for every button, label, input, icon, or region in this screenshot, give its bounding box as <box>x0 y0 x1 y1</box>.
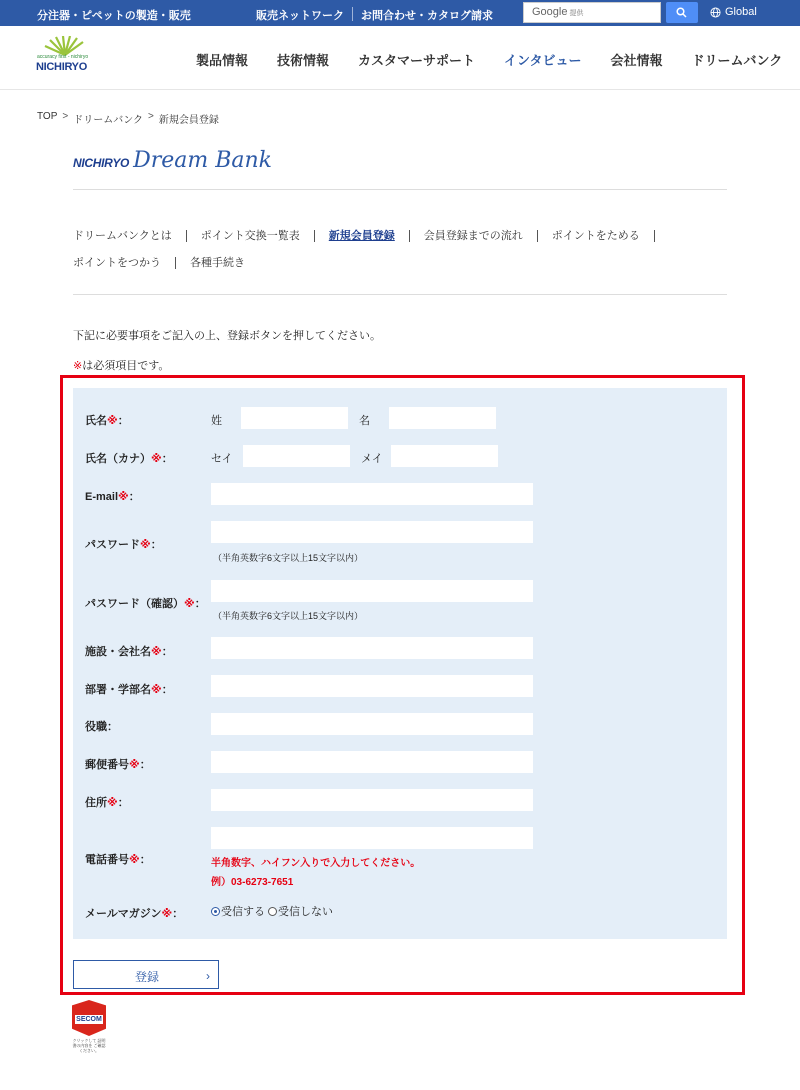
required-note: ※は必須項目です。 <box>73 360 170 372</box>
nav-technical[interactable]: 技術情報 <box>277 53 330 68</box>
chevron-right-icon: › <box>206 969 210 983</box>
tagline: 分注器・ピペットの製造・販売 <box>37 10 191 22</box>
radio-unsubscribe[interactable] <box>268 907 277 916</box>
breadcrumb <box>37 111 219 126</box>
job-title-field[interactable] <box>211 713 533 735</box>
divider <box>73 294 727 295</box>
radio-subscribe-label[interactable]: 受信する <box>221 906 265 918</box>
company-label: 施設・会社名※： <box>85 646 173 658</box>
intro-text: 下記に必要事項をご記入の上、登録ボタンを押してください。 <box>73 330 381 342</box>
google-logo: Google 提供 <box>532 6 584 18</box>
mei-input[interactable] <box>389 407 496 429</box>
nav-interview[interactable]: インタビュー <box>504 53 582 68</box>
kana-label: 氏名（カナ）※： <box>85 453 173 465</box>
nav-dreambank[interactable]: ドリームバンク <box>691 53 783 68</box>
phone-example: 例）03-6273-7651 <box>211 877 294 888</box>
search-button[interactable] <box>666 2 698 23</box>
company-field[interactable] <box>211 637 533 659</box>
link-contact-catalog[interactable]: お問合わせ・カタログ請求 <box>361 10 493 22</box>
link-sales-network[interactable]: 販売ネットワーク <box>256 10 344 22</box>
subnav-earn-points[interactable]: ポイントをためる <box>538 230 655 242</box>
subnav-about[interactable]: ドリームバンクとは <box>73 230 187 242</box>
sei-label: 姓 <box>211 415 222 427</box>
sei-kana-input[interactable] <box>243 445 350 467</box>
search-icon <box>676 7 687 18</box>
magazine-label: メールマガジン※： <box>85 908 184 920</box>
subnav-flow[interactable]: 会員登録までの流れ <box>410 230 538 242</box>
breadcrumb-sep: > <box>62 111 69 122</box>
mei-label: 名 <box>359 415 370 427</box>
globe-icon <box>710 7 721 18</box>
secom-seal[interactable] <box>72 1000 106 1052</box>
title-script: Dream Bank <box>133 148 272 173</box>
logo-tagline: accuracy first - nichiryo <box>37 54 89 60</box>
password-label: パスワード※： <box>85 539 162 551</box>
phone-label: 電話番号※： <box>85 854 151 866</box>
logo-text: NICHIRYO <box>36 61 87 73</box>
zip-label: 郵便番号※： <box>85 759 151 771</box>
address-field[interactable] <box>211 789 533 811</box>
global-link[interactable] <box>710 6 757 18</box>
register-button-label: 登録 <box>135 970 160 984</box>
department-label: 部署・学部名※： <box>85 684 173 696</box>
mei-kana-label: メイ <box>361 453 383 465</box>
title-brand: NICHIRYO <box>73 156 130 170</box>
page-title <box>73 148 272 173</box>
address-label: 住所※： <box>85 797 129 809</box>
breadcrumb-top[interactable]: TOP <box>37 111 58 122</box>
mei-kana-input[interactable] <box>391 445 498 467</box>
nav-products[interactable]: 製品情報 <box>196 53 249 68</box>
magazine-radio-group <box>211 903 333 919</box>
sub-nav <box>73 222 727 276</box>
header <box>0 26 800 90</box>
zip-field[interactable] <box>211 751 533 773</box>
top-links <box>256 7 501 23</box>
radio-subscribe[interactable] <box>211 907 220 916</box>
subnav-exchange-list[interactable]: ポイント交換一覧表 <box>187 230 315 242</box>
password-confirm-field[interactable] <box>211 580 533 602</box>
password-note: （半角英数字6文字以上15文字以内） <box>213 553 364 563</box>
logo-rays-icon <box>42 36 88 56</box>
email-label: E-mail※： <box>85 491 140 503</box>
divider <box>73 189 727 190</box>
top-bar <box>0 0 800 26</box>
main-nav <box>196 50 782 69</box>
register-button[interactable] <box>73 960 219 989</box>
radio-unsubscribe-label[interactable]: 受信しない <box>278 906 333 918</box>
name-label: 氏名※： <box>85 415 129 427</box>
phone-field[interactable] <box>211 827 533 849</box>
subnav-register[interactable]: 新規会員登録 <box>315 230 410 242</box>
search-input[interactable] <box>523 2 661 23</box>
password-field[interactable] <box>211 521 533 543</box>
subnav-use-points[interactable]: ポイントをつかう <box>73 257 176 269</box>
breadcrumb-dreambank[interactable]: ドリームバンク <box>73 115 144 126</box>
nav-company[interactable]: 会社情報 <box>610 53 663 68</box>
department-field[interactable] <box>211 675 533 697</box>
global-label: Global <box>725 6 757 18</box>
sei-input[interactable] <box>241 407 348 429</box>
sei-kana-label: セイ <box>211 453 233 465</box>
phone-note: 半角数字、ハイフン入りで入力してください。 <box>211 858 421 869</box>
secom-caption: クリックして 証明書の内容を ご確認ください。 <box>72 1038 106 1053</box>
nav-support[interactable]: カスタマーサポート <box>358 53 476 68</box>
email-field[interactable] <box>211 483 533 505</box>
subnav-procedures[interactable]: 各種手続き <box>190 256 245 269</box>
password-confirm-note: （半角英数字6文字以上15文字以内） <box>213 611 364 621</box>
nichiryo-logo[interactable] <box>36 36 96 76</box>
secom-logo: SECOM <box>76 1016 102 1023</box>
breadcrumb-sep: > <box>148 111 154 122</box>
breadcrumb-current: 新規会員登録 <box>158 115 219 126</box>
password-confirm-label: パスワード（確認）※： <box>85 598 206 610</box>
job-title-label: 役職： <box>85 721 118 733</box>
